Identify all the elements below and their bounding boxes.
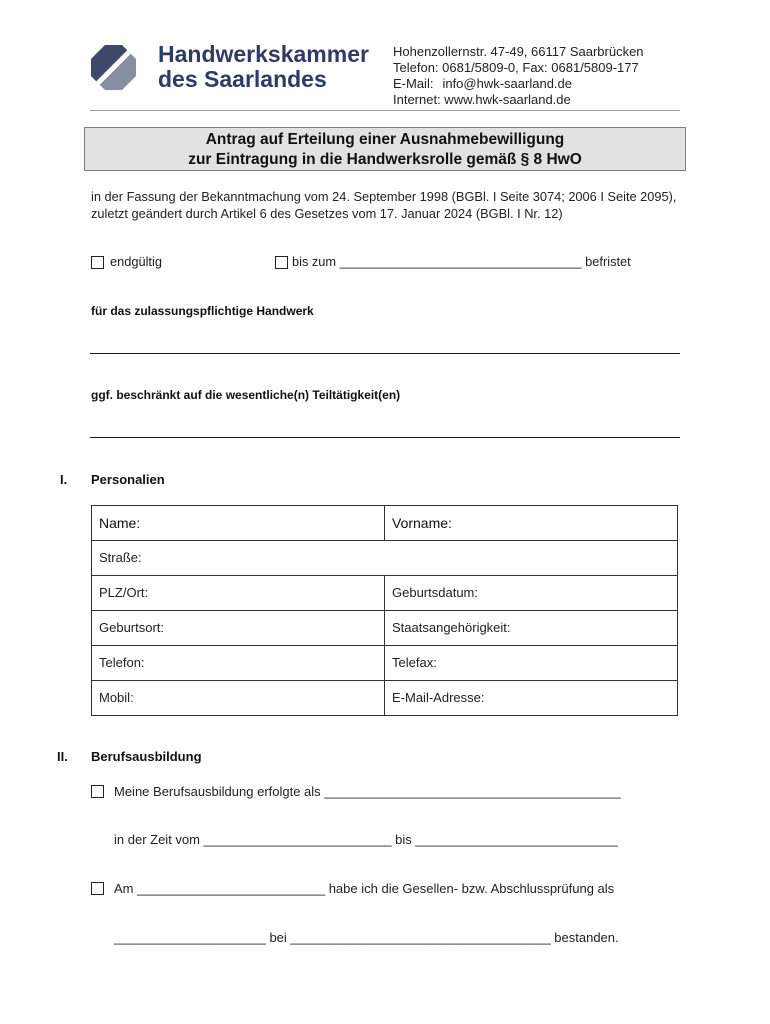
- table-row: [92, 610, 677, 645]
- header-divider: [90, 110, 680, 111]
- checkbox-limited[interactable]: [275, 256, 288, 269]
- cell-email[interactable]: E-Mail-Adresse:: [392, 690, 485, 705]
- org-name-line2: des Saarlandes: [158, 66, 327, 92]
- trade-label: für das zulassungspflichtige Handwerk: [91, 304, 314, 318]
- section-number-personal: I.: [60, 472, 68, 487]
- section-number-training: II.: [57, 749, 68, 764]
- org-internet: Internet: www.hwk-saarland.de: [393, 92, 571, 107]
- org-email: [393, 76, 572, 92]
- checkbox-exam[interactable]: [91, 882, 104, 895]
- section-title-training: Berufsausbildung: [91, 749, 202, 764]
- table-row: [92, 540, 677, 575]
- cell-name[interactable]: Name:: [92, 506, 385, 540]
- exam-line1: Am __________________________ habe ich die Gesellen- bzw. Abschlussprüfung als: [114, 881, 615, 896]
- checkbox-training[interactable]: [91, 785, 104, 798]
- cell-mobile[interactable]: Mobil:: [92, 681, 385, 715]
- partial-activity-input-line[interactable]: [90, 437, 680, 438]
- hwk-logo-icon: [90, 44, 137, 91]
- email-label: E-Mail:: [393, 76, 434, 91]
- title-box: [84, 127, 686, 171]
- legal-basis-line2: zuletzt geändert durch Artikel 6 des Gesetzes vom 17. Januar 2024 (BGBl. I Nr. 12): [91, 206, 563, 221]
- org-address: Hohenzollernstr. 47-49, 66117 Saarbrücken: [393, 44, 644, 59]
- cell-zip-city[interactable]: PLZ/Ort:: [92, 576, 385, 610]
- option-limited-label: bis zum __________________________________ befristet: [292, 254, 631, 269]
- cell-fax[interactable]: Telefax:: [392, 655, 437, 670]
- legal-basis-line1: in der Fassung der Bekanntmachung vom 24. September 1998 (BGBl. I Seite 3074; 2006 I Seite 2095),: [91, 189, 677, 204]
- cell-birth-place[interactable]: Geburtsort:: [92, 611, 385, 645]
- training-line2: in der Zeit vom __________________________ bis ____________________________: [114, 832, 618, 847]
- section-title-personal: Personalien: [91, 472, 165, 487]
- cell-street[interactable]: Straße:: [99, 550, 142, 565]
- table-row: [92, 680, 677, 715]
- training-line1: Meine Berufsausbildung erfolgte als _________________________________________: [114, 784, 621, 799]
- email-address: info@hwk-saarland.de: [442, 76, 572, 91]
- personal-data-table: [91, 505, 678, 716]
- cell-nationality[interactable]: Staatsangehörigkeit:: [392, 620, 511, 635]
- checkbox-final[interactable]: [91, 256, 104, 269]
- title-line2: zur Eintragung in die Handwerksrolle gemäß § 8 HwO: [188, 151, 582, 168]
- cell-birth-date[interactable]: Geburtsdatum:: [392, 585, 478, 600]
- cell-first-name[interactable]: Vorname:: [392, 515, 452, 531]
- org-phone-fax: Telefon: 0681/5809-0, Fax: 0681/5809-177: [393, 60, 639, 75]
- cell-phone[interactable]: Telefon:: [92, 646, 385, 680]
- partial-activity-label: ggf. beschränkt auf die wesentliche(n) Teiltätigkeit(en): [91, 388, 401, 402]
- table-row: [92, 645, 677, 680]
- exam-line2: _____________________ bei ____________________________________ bestanden.: [114, 930, 619, 945]
- table-row: [92, 506, 677, 540]
- trade-input-line[interactable]: [90, 353, 680, 354]
- option-final-label: endgültig: [110, 254, 162, 269]
- org-name-line1: Handwerkskammer: [158, 41, 369, 67]
- title-line1: Antrag auf Erteilung einer Ausnahmebewilligung: [205, 131, 565, 148]
- table-row: [92, 575, 677, 610]
